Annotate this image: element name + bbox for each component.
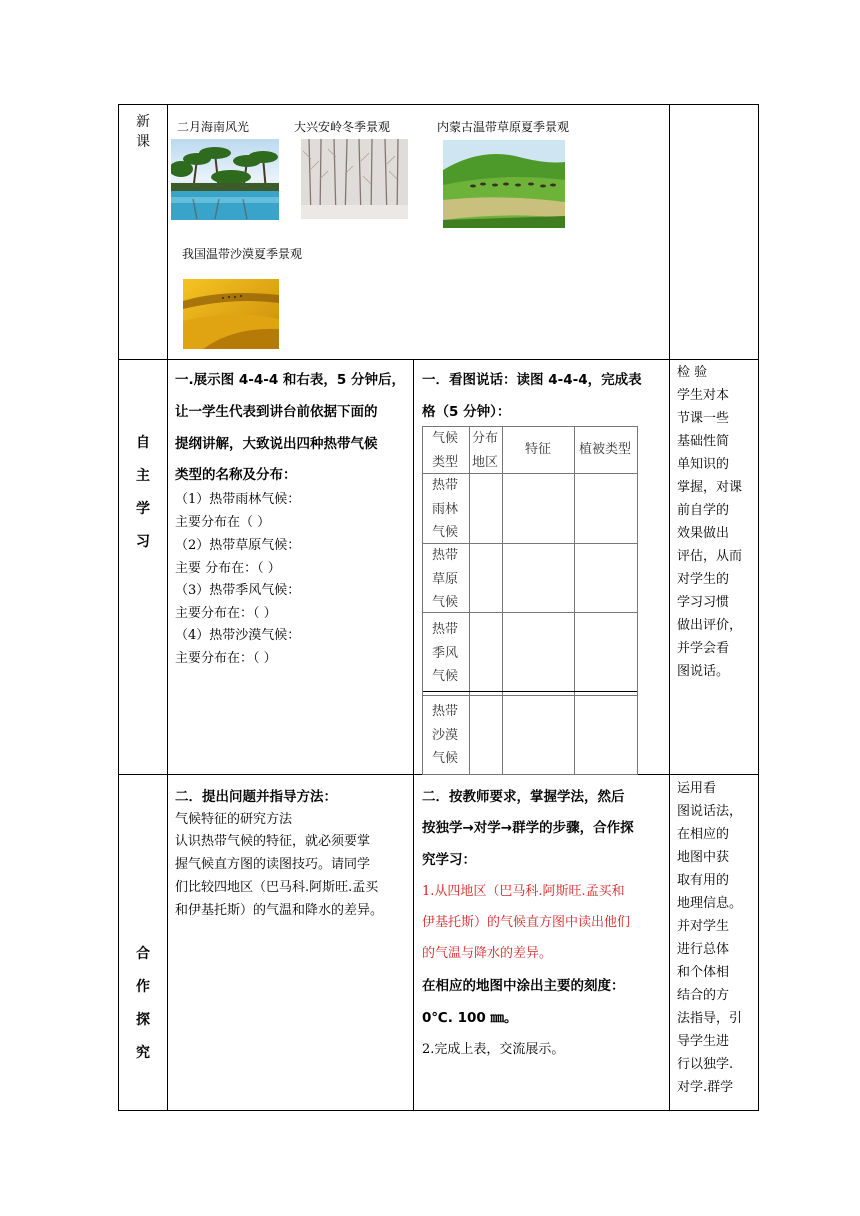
row3-student-bold-1: 二．按教师要求，掌握学法，然后: [422, 789, 625, 805]
col-divider-3: [669, 104, 670, 1111]
row2-item-4: 主要 分布在：（ ）: [175, 561, 281, 576]
caption-neimenggu: 内蒙古温带草原夏季景观: [437, 120, 570, 134]
row3-student-bold2-2: 0℃. 100 ㎜。: [422, 1010, 518, 1026]
caption-desert: 我国温带沙漠夏季景观: [182, 247, 303, 261]
row2-label-3: 学: [136, 501, 150, 517]
row2-label-2: 主: [136, 468, 150, 484]
row2-student-bold-1: 一．看图说话：读图 4-4-4，完成表: [422, 372, 642, 388]
row3-student-red-3: 的气温与降水的差异。: [422, 946, 553, 961]
col-divider-1: [167, 104, 168, 1111]
grassland-photo: [443, 140, 565, 228]
tr-rainforest-label: 热带 雨林 气候: [431, 478, 458, 540]
row2-item-3: （2）热带草原气候：: [175, 538, 301, 553]
desert-photo: [183, 279, 279, 349]
th-distribution: 分布 地区: [471, 431, 498, 470]
row3-student-last: 2.完成上表，交流展示。: [422, 1042, 565, 1057]
row3-teacher-bold: 二．提出问题并指导方法：: [175, 789, 337, 805]
row2-teacher-bold-4: 类型的名称及分布：: [175, 467, 297, 483]
tr-savanna-label: 热带 草原 气候: [431, 548, 458, 610]
hainan-photo: [171, 139, 279, 220]
row2-student-bold-2: 格（5 分钟）：: [422, 404, 511, 420]
row2-item-6: 主要分布在：（ ）: [175, 606, 277, 621]
caption-hainan: 二月海南风光: [177, 120, 250, 134]
row3-label-1: 合: [136, 946, 150, 962]
row3-student-bold2-1: 在相应的地图中涂出主要的刻度：: [422, 978, 625, 994]
row3-intent: 运用看 图说话法， 在相应的 地图中获 取有用的 地理信息。 并对学生 进行总体 和个体相 结合的方 法指导，引 导学生进 行以独学. 对学.群学: [677, 781, 743, 1095]
row3-teacher-line-4: 们比较四地区（巴马科.阿斯旺.孟买: [175, 880, 379, 895]
table-border-top: [118, 104, 759, 105]
row2-intent: 检 验 学生对本 节课一些 基础性简 单知识的 掌握，对课 前自学的 效果做出 评估，从而 对学生的 学习习惯 做出评价， 并学会看 图说话。: [677, 365, 743, 679]
row1-label-2: 课: [136, 134, 150, 150]
row2-teacher-bold-1: 一.展示图 4-4-4 和右表，5 分钟后，: [175, 372, 406, 388]
row3-teacher-line-1: 气候特征的研究方法: [175, 812, 293, 827]
row3-label-2: 作: [136, 979, 150, 995]
winter-forest-photo: [301, 139, 408, 219]
row3-teacher-line-3: 握气候直方图的读图技巧。请同学: [175, 857, 371, 872]
row3-label-3: 探: [136, 1012, 150, 1028]
row2-label-1: 自: [136, 435, 150, 451]
row3-student-red-2: 伊基托斯）的气候直方图中读出他们: [422, 915, 631, 930]
caption-daxinganling: 大兴安岭冬季景观: [294, 120, 391, 134]
row3-teacher-line-5: 和伊基托斯）的气温和降水的差异。: [175, 903, 384, 918]
row2-item-1: （1）热带雨林气候：: [175, 492, 301, 507]
row2-item-7: （4）热带沙漠气候：: [175, 628, 301, 643]
col-divider-2: [413, 359, 414, 1111]
row2-item-8: 主要分布在：（ ）: [175, 651, 277, 666]
table-border-right: [758, 104, 759, 1111]
table-border-bottom: [118, 1110, 759, 1111]
row2-item-2: 主要分布在（ ）: [175, 515, 271, 530]
table-border-left: [118, 104, 119, 1111]
row2-teacher-bold-3: 提纲讲解，大致说出四种热带气候: [175, 436, 378, 452]
row2-item-5: （3）热带季风气候：: [175, 583, 301, 598]
row1-label-1: 新: [136, 114, 150, 130]
th-feature: 特征: [524, 442, 551, 457]
row3-teacher-line-2: 认识热带气候的特征，就必须要掌: [175, 834, 371, 849]
th-vegetation: 植被类型: [578, 442, 631, 457]
row3-student-bold-2: 按独学→对学→群学的步骤，合作探: [422, 820, 634, 836]
row3-label-4: 究: [136, 1045, 150, 1061]
row-divider-1: [118, 359, 759, 360]
row2-teacher-bold-2: 让一学生代表到讲台前依据下面的: [175, 404, 378, 420]
th-climate-type: 气候 类型: [431, 431, 458, 470]
row3-student-red-1: 1.从四地区（巴马科.阿斯旺.孟买和: [422, 884, 625, 899]
tr-desert-label: 热带 沙漠 气候: [431, 704, 458, 766]
row2-label-4: 习: [136, 534, 150, 550]
row3-student-bold-3: 究学习：: [422, 852, 476, 868]
tr-monsoon-label: 热带 季风 气候: [431, 622, 458, 684]
